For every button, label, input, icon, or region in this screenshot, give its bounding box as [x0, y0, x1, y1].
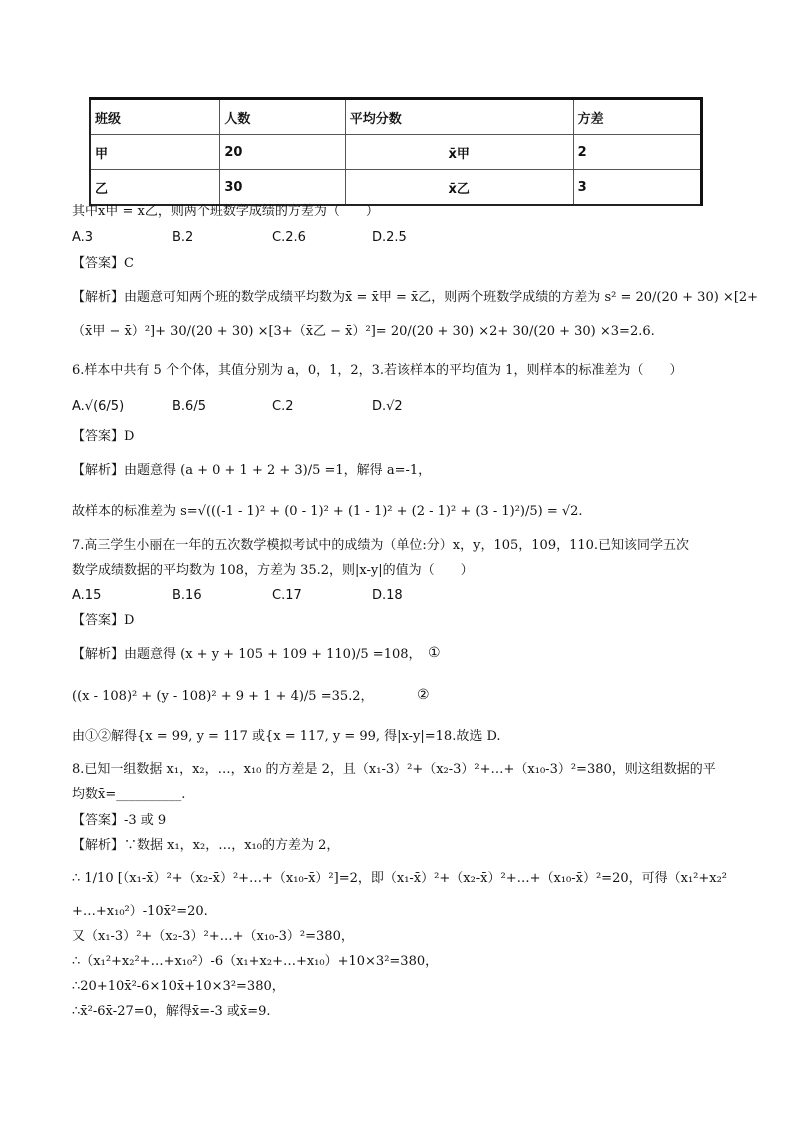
- q6-stem: 6.样本中共有 5 个个体，其值分别为 a，0，1，2，3.若该样本的平均值为 1，则样本的标准差为（ ）: [72, 363, 683, 378]
- table-cell: 甲: [90, 135, 220, 170]
- equation-marker-1: ①: [428, 645, 441, 661]
- q7-analysis-line3: 由①②解得{x = 99, y = 117 或{x = 117, y = 99, 得|x-y|=18.故选 D.: [72, 729, 501, 744]
- table-row: [90, 170, 702, 206]
- q8-stem-line2: 均数x̄=__________.: [72, 787, 186, 802]
- header-cell: 班级: [90, 99, 220, 135]
- option-c: C.2: [272, 399, 294, 414]
- table-header-row: [90, 99, 702, 135]
- option-c: C.17: [272, 588, 302, 603]
- q8-analysis-5: ∴（x₁²+x₂²+…+x₁₀²）-6（x₁+x₂+…+x₁₀）+10×3²=380，: [72, 954, 439, 969]
- q6-options: [72, 398, 472, 416]
- option-d: D.2.5: [372, 230, 407, 245]
- equation-marker-2: ②: [417, 687, 430, 703]
- q8-analysis-1: 【解析】∵数据 x₁，x₂，…，x₁₀的方差为 2，: [72, 838, 340, 853]
- option-b: B.6/5: [172, 399, 206, 414]
- header-cell: 方差: [573, 99, 701, 135]
- q8-stem-line1: 8.已知一组数据 x₁，x₂，…，x₁₀ 的方差是 2，且（x₁-3）²+（x₂-3）²+…+（x₁₀-3）²=380，则这组数据的平: [72, 762, 716, 777]
- option-c: C.2.6: [272, 230, 306, 245]
- option-a: A.3: [72, 230, 94, 245]
- q8-analysis-7: ∴x̄²-6x̄-27=0，解得x̄=-3 或x̄=9.: [72, 1004, 271, 1019]
- q7-stem-line1: 7.高三学生小丽在一年的五次数学模拟考试中的成绩为（单位:分）x，y，105，109，110.已知该同学五次: [72, 538, 690, 553]
- q5-answer: 【答案】C: [72, 256, 134, 271]
- table-cell: x̄甲: [345, 135, 573, 170]
- table-cell: 30: [220, 170, 345, 206]
- option-d: D.18: [372, 588, 403, 603]
- q7-analysis-line2: ((x - 108)² + (y - 108)² + 9 + 1 + 4)/5 =35.2，: [72, 689, 374, 704]
- table-cell: 20: [220, 135, 345, 170]
- table-cell: 3: [573, 170, 701, 206]
- q6-answer: 【答案】D: [72, 429, 135, 444]
- q8-analysis-3: +…+x₁₀²）-10x̄²=20.: [72, 904, 208, 919]
- option-b: B.16: [172, 588, 202, 603]
- header-cell: 人数: [220, 99, 345, 135]
- option-b: B.2: [172, 230, 194, 245]
- class-score-table: [89, 97, 703, 206]
- option-a: A.√(6/5): [72, 399, 125, 414]
- table-row: [90, 135, 702, 170]
- q5-stem: 其中x̄甲 = x̄乙，则两个班数学成绩的方差为（ ）: [72, 204, 379, 219]
- q7-answer: 【答案】D: [72, 613, 135, 628]
- q8-analysis-4: 又（x₁-3）²+（x₂-3）²+…+（x₁₀-3）²=380，: [72, 929, 354, 944]
- q5-analysis-line2: （x̄甲 − x̄）²]+ 30/(20 + 30) ×[3+（x̄乙 − x̄）²]= 20/(20 + 30) ×2+ 30/(20 + 30) ×3=2.6.: [72, 324, 655, 339]
- table-cell: x̄乙: [345, 170, 573, 206]
- q5-options: [72, 229, 472, 247]
- header-cell: 平均分数: [345, 99, 573, 135]
- q6-analysis-line1: 【解析】由题意得 (a + 0 + 1 + 2 + 3)/5 =1，解得 a=-1，: [72, 463, 432, 478]
- q7-stem-line2: 数学成绩数据的平均数为 108，方差为 35.2，则|x-y|的值为（ ）: [72, 563, 474, 578]
- q8-analysis-2: ∴ 1/10 [（x₁-x̄）²+（x₂-x̄）²+…+（x₁₀-x̄）²]=2，即（x₁-x̄）²+（x₂-x̄）²+…+（x₁₀-x̄）²=20，可得（x₁²+x₂²: [72, 871, 728, 886]
- q5-analysis-line1: 【解析】由题意可知两个班的数学成绩平均数为x̄ = x̄甲 = x̄乙，则两个班数学成绩的方差为 s² = 20/(20 + 30) ×[2+: [72, 290, 759, 305]
- option-a: A.15: [72, 588, 102, 603]
- q8-analysis-6: ∴20+10x̄²-6×10x̄+10×3²=380，: [72, 979, 285, 994]
- table-cell: 2: [573, 135, 701, 170]
- option-d: D.√2: [372, 399, 403, 414]
- q7-options: [72, 587, 472, 605]
- q8-answer: 【答案】-3 或 9: [72, 813, 167, 828]
- table-cell: 乙: [90, 170, 220, 206]
- q7-analysis-line1: 【解析】由题意得 (x + y + 105 + 109 + 110)/5 =108，: [72, 647, 422, 662]
- q6-analysis-line2: 故样本的标准差为 s=√(((-1 - 1)² + (0 - 1)² + (1 - 1)² + (2 - 1)² + (3 - 1)²)/5) = √2.: [72, 504, 583, 519]
